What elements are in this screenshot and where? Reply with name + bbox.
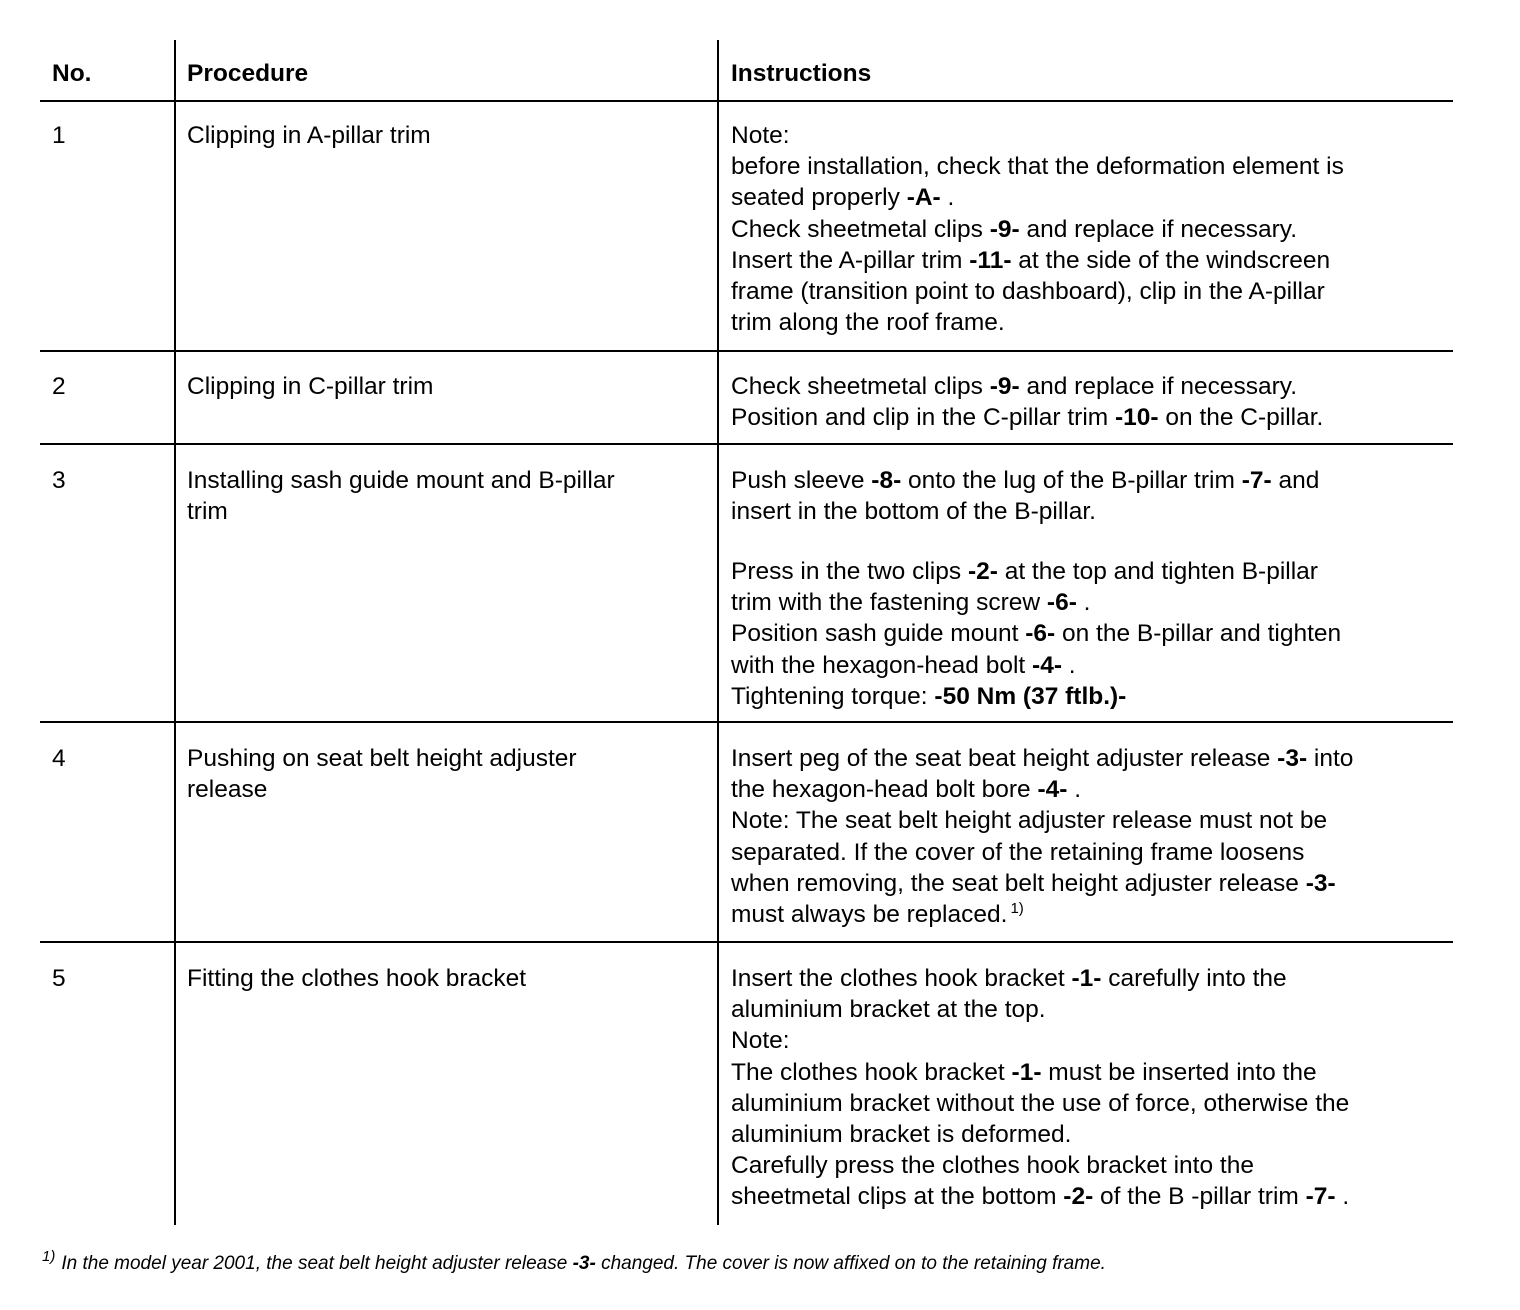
procedure-line: Fitting the clothes hook bracket <box>187 965 527 992</box>
instruction-line: Insert the A-pillar trim -11- at the side of the windscreen <box>731 246 1331 274</box>
row-5-instructions <box>731 963 1349 1213</box>
instruction-line: Note: <box>731 122 790 149</box>
row-2-procedure <box>187 371 433 402</box>
procedure-line: release <box>187 776 268 804</box>
instruction-line: separated. If the cover of the retaining frame loosens <box>731 838 1305 866</box>
instruction-line-with-ref <box>731 899 1353 930</box>
instruction-line: Note: <box>731 1027 790 1055</box>
row-3-procedure <box>187 465 615 527</box>
header-procedure: Procedure <box>187 60 309 87</box>
row-3-instructions <box>731 465 1319 527</box>
instruction-line: seated properly -A- . <box>731 184 955 212</box>
instruction-line: with the hexagon-head bolt -4- . <box>731 651 1076 679</box>
instruction-line: Position sash guide mount -6- on the B-pillar and tighten <box>731 620 1342 648</box>
row-1-instructions <box>731 120 1344 338</box>
procedure-line: Clipping in C-pillar trim <box>187 373 434 400</box>
row-2-number: 2 <box>52 373 66 400</box>
instruction-line: Push sleeve -8- onto the lug of the B-pillar trim -7- and <box>731 467 1320 494</box>
row-divider-2 <box>40 443 1453 445</box>
instruction-line: Insert peg of the seat beat height adjuster release -3- into <box>731 745 1354 772</box>
column-divider-procedure-instructions <box>717 40 719 1225</box>
instruction-line: insert in the bottom of the B-pillar. <box>731 498 1096 526</box>
instruction-line: must always be replaced. <box>731 901 1008 929</box>
row-2-instructions <box>731 371 1323 433</box>
instruction-line: when removing, the seat belt height adjuster release -3- <box>731 869 1336 897</box>
row-4-number: 4 <box>52 745 66 772</box>
row-divider-4 <box>40 941 1453 943</box>
column-divider-no-procedure <box>174 40 176 1225</box>
procedure-line: Installing sash guide mount and B-pillar <box>187 467 615 494</box>
instruction-line: The clothes hook bracket -1- must be inserted into the <box>731 1058 1317 1086</box>
footnote-mark: 1) <box>42 1248 56 1265</box>
row-3-number: 3 <box>52 467 66 494</box>
instruction-line: the hexagon-head bolt bore -4- . <box>731 776 1082 804</box>
row-1-number: 1 <box>52 122 66 149</box>
row-3-instructions-continued <box>731 556 1341 712</box>
instruction-line: Insert the clothes hook bracket -1- carefully into the <box>731 965 1287 992</box>
header-rule <box>40 100 1453 102</box>
instruction-line: trim along the roof frame. <box>731 309 1005 337</box>
torque-spec: Tightening torque: -50 Nm (37 ftlb.)- <box>731 682 1127 710</box>
procedure-line: Clipping in A-pillar trim <box>187 122 431 149</box>
instruction-line: trim with the fastening screw -6- . <box>731 589 1091 617</box>
instruction-line: sheetmetal clips at the bottom -2- of the B -pillar trim -7- . <box>731 1183 1350 1211</box>
instruction-line: frame (transition point to dashboard), clip in the A-pillar <box>731 278 1325 306</box>
row-divider-3 <box>40 721 1453 723</box>
instruction-line: Carefully press the clothes hook bracket into the <box>731 1152 1254 1180</box>
header-no: No. <box>52 60 92 87</box>
header-instructions: Instructions <box>731 60 872 87</box>
instruction-line: Check sheetmetal clips -9- and replace if necessary. <box>731 215 1298 243</box>
row-1-procedure <box>187 120 431 151</box>
row-4-procedure <box>187 743 577 805</box>
instruction-line: Check sheetmetal clips -9- and replace if necessary. <box>731 373 1298 400</box>
footnote-text: In the model year 2001, the seat belt height adjuster release -3- changed. The cover is now affixed on to the retaining frame. <box>61 1253 1106 1274</box>
row-5-number: 5 <box>52 965 66 992</box>
instruction-line: Position and clip in the C-pillar trim -10- on the C-pillar. <box>731 404 1324 432</box>
procedure-line: Pushing on seat belt height adjuster <box>187 745 577 772</box>
procedure-line: trim <box>187 498 228 526</box>
footnote <box>42 1248 1106 1275</box>
instruction-line: Note: The seat belt height adjuster release must not be <box>731 807 1328 835</box>
instruction-line: before installation, check that the deformation element is <box>731 153 1344 181</box>
instruction-line: aluminium bracket is deformed. <box>731 1121 1072 1149</box>
row-divider-1 <box>40 350 1453 352</box>
instruction-line: Press in the two clips -2- at the top and tighten B-pillar <box>731 558 1318 585</box>
footnote-reference: 1) <box>1010 900 1024 918</box>
row-4-instructions <box>731 743 1353 930</box>
row-5-procedure <box>187 963 526 994</box>
instruction-line: aluminium bracket without the use of force, otherwise the <box>731 1089 1350 1117</box>
instruction-line: aluminium bracket at the top. <box>731 996 1046 1024</box>
